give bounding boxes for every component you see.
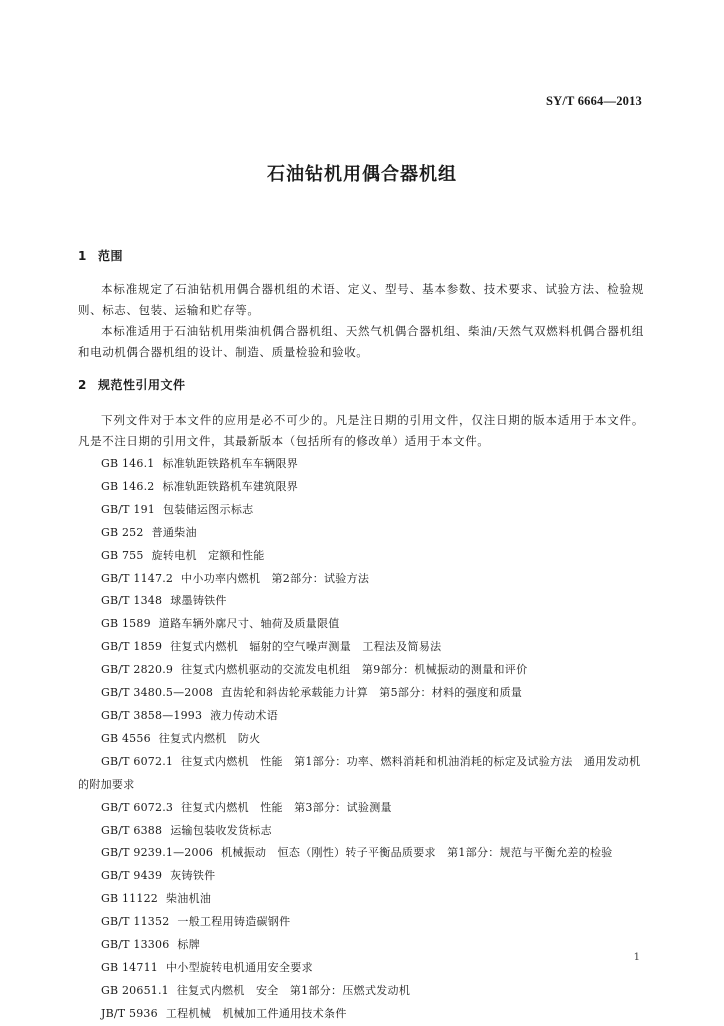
- reference-title: 标准轨距铁路机车建筑限界: [162, 479, 299, 493]
- reference-code: GB 252: [101, 525, 144, 539]
- reference-code: GB/T 9439: [101, 869, 163, 883]
- reference-item: [78, 957, 648, 980]
- reference-item: [78, 659, 648, 682]
- reference-item: [78, 499, 648, 522]
- reference-title: 包装储运图示标志: [163, 502, 254, 516]
- page-number: 1: [633, 952, 640, 963]
- reference-item: [78, 590, 648, 613]
- reference-code: GB/T 6388: [101, 823, 163, 837]
- reference-code: GB/T 1147.2: [101, 571, 174, 585]
- reference-item: [78, 797, 648, 820]
- reference-item: [78, 522, 648, 545]
- reference-title: 标准轨距铁路机车车辆限界: [162, 457, 299, 470]
- reference-code: GB/T 3858—1993: [101, 708, 203, 722]
- reference-item: [78, 682, 648, 705]
- reference-title: 往复式内燃机 辐射的空气噪声测量 工程法及简易法: [170, 640, 442, 654]
- reference-title: 中小型旋转电机通用安全要求: [165, 960, 313, 974]
- reference-title: 往复式内燃机 防火: [158, 731, 261, 745]
- reference-title: 往复式内燃机 安全 第1部分：压燃式发动机: [176, 983, 411, 997]
- reference-list: [78, 453, 648, 1026]
- section-1-paragraph: 本标准规定了石油钻机用偶合器机组的术语、定义、型号、基本参数、技术要求、试验方法、检验规则、标志、包装、运输和贮存等。: [78, 282, 644, 317]
- reference-code: GB/T 9239.1—2006: [101, 846, 214, 860]
- reference-code: GB/T 2820.9: [101, 663, 174, 677]
- reference-title: 柴油机油: [165, 892, 212, 906]
- section-2-title: 规范性引用文件: [98, 378, 186, 392]
- reference-title: 灰铸铁件: [170, 869, 216, 883]
- standard-number: SY/T 6664—2013: [546, 94, 642, 108]
- reference-item: [78, 613, 648, 636]
- reference-title: 中小功率内燃机 第2部分：试验方法: [181, 571, 370, 585]
- section-1-number: 1: [78, 249, 87, 263]
- reference-item: [78, 1003, 648, 1026]
- reference-title: 一般工程用铸造碳钢件: [177, 915, 291, 929]
- section-1-title: 范围: [98, 249, 124, 263]
- reference-title: 往复式内燃机 性能 第3部分：试验测量: [181, 800, 392, 814]
- reference-title: 液力传动术语: [210, 708, 279, 722]
- reference-code: GB 20651.1: [101, 983, 169, 997]
- reference-title: 标牌: [177, 938, 201, 952]
- reference-code: GB 4556: [101, 731, 151, 745]
- reference-code: GB 146.1: [101, 457, 155, 470]
- reference-item: [78, 865, 648, 888]
- reference-code: JB/T 5936: [101, 1006, 158, 1020]
- section-1-heading: [78, 247, 123, 264]
- reference-item: [78, 980, 648, 1003]
- reference-code: GB 11122: [101, 892, 158, 906]
- reference-item: [78, 911, 648, 934]
- reference-item: [78, 636, 648, 659]
- reference-title: 直齿轮和斜齿轮承载能力计算 第5部分：材料的强度和质量: [221, 686, 523, 700]
- section-2-number: 2: [78, 378, 87, 392]
- reference-title: 运输包装收发货标志: [170, 823, 272, 837]
- reference-code: GB/T 1859: [101, 640, 163, 654]
- reference-item: [78, 705, 648, 728]
- reference-item: [78, 888, 648, 911]
- reference-code: GB/T 6072.1: [101, 754, 174, 768]
- reference-item: [78, 545, 648, 568]
- reference-item: [78, 568, 648, 591]
- reference-code: GB/T 1348: [101, 594, 163, 608]
- reference-title: 往复式内燃机 性能 第1部分：功率、燃料消耗和机油消耗的标定及试验方法 通用发动机的附加要求: [78, 754, 641, 791]
- section-2-heading: [78, 376, 186, 393]
- reference-code: GB 755: [101, 548, 144, 562]
- reference-code: GB/T 191: [101, 502, 156, 516]
- reference-code: GB/T 13306: [101, 938, 170, 952]
- reference-item: [78, 476, 648, 499]
- reference-code: GB/T 3480.5—2008: [101, 686, 214, 700]
- reference-title: 普通柴油: [151, 525, 197, 539]
- reference-code: GB 146.2: [101, 479, 155, 493]
- reference-item: [78, 751, 648, 797]
- reference-title: 旋转电机 定额和性能: [151, 548, 265, 562]
- reference-title: 工程机械 机械加工件通用技术条件: [165, 1006, 347, 1020]
- section-2-intro: 下列文件对于本文件的应用是必不可少的。凡是注日期的引用文件，仅注日期的版本适用于本文件。凡是不注日期的引用文件，其最新版本（包括所有的修改单）适用于本文件。: [78, 413, 644, 448]
- reference-item: [78, 453, 648, 476]
- reference-title: 往复式内燃机驱动的交流发电机组 第9部分：机械振动的测量和评价: [181, 663, 528, 677]
- reference-item: [78, 820, 648, 843]
- reference-title: 道路车辆外廓尺寸、轴荷及质量限值: [158, 617, 340, 631]
- reference-title: 球墨铸铁件: [170, 594, 227, 608]
- reference-code: GB 1589: [101, 617, 151, 631]
- reference-item: [78, 842, 648, 865]
- section-1-paragraph: 本标准适用于石油钻机用柴油机偶合器机组、天然气机偶合器机组、柴油/天然气双燃料机偶合器机组和电动机偶合器机组的设计、制造、质量检验和验收。: [78, 324, 644, 359]
- reference-code: GB 14711: [101, 960, 158, 974]
- reference-title: 机械振动 恒态（刚性）转子平衡品质要求 第1部分：规范与平衡允差的检验: [221, 846, 613, 860]
- reference-code: GB/T 6072.3: [101, 800, 174, 814]
- reference-code: GB/T 11352: [101, 915, 170, 929]
- reference-item: [78, 728, 648, 751]
- reference-item: [78, 934, 648, 957]
- document-title: 石油钻机用偶合器机组: [267, 164, 457, 185]
